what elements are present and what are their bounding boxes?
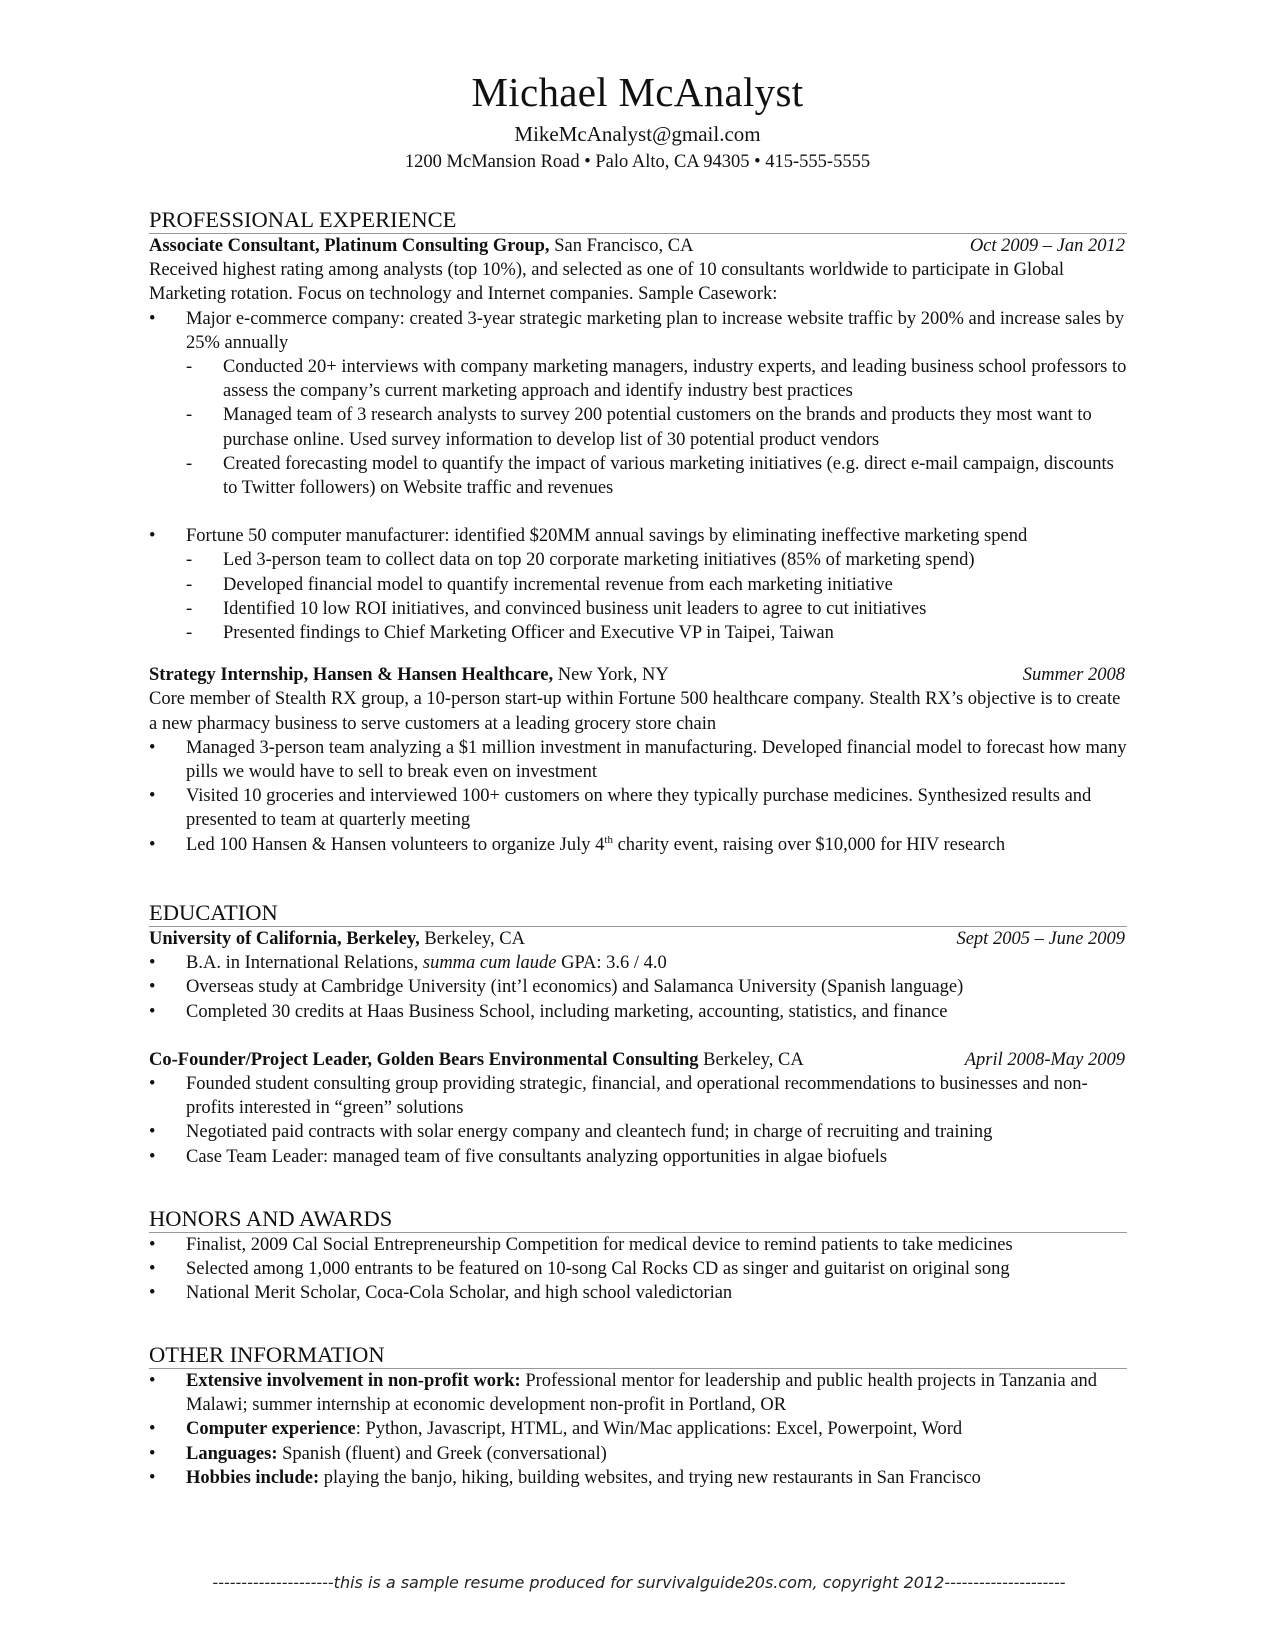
job-dates: Summer 2008 — [1022, 665, 1125, 686]
job-bullets — [149, 307, 1127, 501]
sub-list-item: - Presented findings to Chief Marketing Officer and Executive VP in Taipei, Taiwan — [149, 621, 1127, 645]
list-item: • Negotiated paid contracts with solar energy company and cleantech fund; in charge of recruiting and training — [149, 1120, 1127, 1144]
list-item: • Led 100 Hansen & Hansen volunteers to organize July 4th charity event, raising over $10,000 for HIV research — [149, 833, 1127, 857]
activity-dates: April 2008-May 2009 — [964, 1049, 1125, 1070]
job-header — [149, 663, 1127, 687]
list-item: • Finalist, 2009 Cal Social Entrepreneurship Competition for medical device to remind patients to take medicines — [149, 1233, 1127, 1257]
sub-list-item: - Led 3-person team to collect data on top 20 corporate marketing initiatives (85% of marketing spend) — [149, 548, 1127, 572]
candidate-email: MikeMcAnalyst@gmail.com — [514, 122, 761, 146]
job-header — [149, 234, 1127, 258]
job-summary: Received highest rating among analysts (top 10%), and selected as one of 10 consultants worldwide to participate in Global Marketing rotation. Focus on technology and Internet companies. Sample Casework: — [149, 260, 1064, 305]
list-item: • Extensive involvement in non-profit work: Professional mentor for leadership and public health projects in Tanzania and Malawi; summer internship at economic development non-profit in Portland, OR — [149, 1369, 1127, 1417]
footer-note: ---------------------this is a sample resume produced for survivalguide20s.com, copyright 2012--------------------- — [212, 1573, 1066, 1592]
list-item: • B.A. in International Relations, summa cum laude GPA: 3.6 / 4.0 — [149, 951, 1127, 975]
school-name: University of California, Berkeley, — [149, 929, 420, 949]
job-summary: Core member of Stealth RX group, a 10-person start-up within Fortune 500 healthcare company. Stealth RX’s objective is to create a new pharmacy business to serve customers at a leading grocery store chain — [149, 689, 1121, 734]
list-item: • Overseas study at Cambridge University (int’l economics) and Salamanca University (Spanish language) — [149, 975, 1127, 999]
job-location: San Francisco, CA — [549, 236, 694, 256]
section-heading-education: EDUCATION — [149, 900, 1127, 927]
sub-list-item: - Developed financial model to quantify incremental revenue from each marketing initiative — [149, 573, 1127, 597]
school-location: Berkeley, CA — [419, 929, 525, 949]
list-item: • Computer experience: Python, Javascript, HTML, and Win/Mac applications: Excel, Powerpoint, Word — [149, 1417, 1127, 1441]
list-item: • Visited 10 groceries and interviewed 100+ customers on where they typically purchase medicines. Synthesized results and presented to team at quarterly meeting — [149, 784, 1127, 832]
candidate-address: 1200 McMansion Road • Palo Alto, CA 94305 • 415-555-5555 — [404, 152, 871, 172]
sub-list-item: - Created forecasting model to quantify the impact of various marketing initiatives (e.g. direct e-mail campaign, discounts to Twitter followers) on Website traffic and revenues — [149, 452, 1127, 500]
candidate-name: Michael McAnalyst — [471, 69, 804, 115]
education-section — [149, 900, 1127, 1169]
section-heading-experience: PROFESSIONAL EXPERIENCE — [149, 207, 1127, 234]
list-item: • Selected among 1,000 entrants to be featured on 10-song Cal Rocks CD as singer and guitarist on original song — [149, 1257, 1127, 1281]
list-item: • Hobbies include: playing the banjo, hiking, building websites, and trying new restaurants in San Francisco — [149, 1466, 1127, 1490]
sub-list-item: - Managed team of 3 research analysts to survey 200 potential customers on the brands and products they most want to purchase online. Used survey information to develop list of 30 potential product vendors — [149, 403, 1127, 451]
activity-header — [149, 1048, 1127, 1072]
job-entry — [149, 663, 1127, 857]
list-item: • Founded student consulting group providing strategic, financial, and operational recommendations to businesses and non-profits interested in “green” solutions — [149, 1072, 1127, 1120]
experience-section — [149, 207, 1127, 857]
job-entry — [149, 234, 1127, 645]
section-heading-other: OTHER INFORMATION — [149, 1342, 1127, 1369]
school-bullets — [149, 951, 1127, 1024]
sub-list-item: - Conducted 20+ interviews with company marketing managers, industry experts, and leading business school professors to assess the company’s current marketing approach and identify industry best practices — [149, 355, 1127, 403]
list-item: • Completed 30 credits at Haas Business School, including marketing, accounting, statistics, and finance — [149, 1000, 1127, 1024]
list-item: • Fortune 50 computer manufacturer: identified $20MM annual savings by eliminating ineffective marketing spend — [149, 524, 1127, 548]
list-item: • Major e-commerce company: created 3-year strategic marketing plan to increase website traffic by 200% and increase sales by 25% annually — [149, 307, 1127, 355]
job-title-org: Strategy Internship, Hansen & Hansen Healthcare, — [149, 665, 554, 686]
school-header — [149, 927, 1127, 951]
job-bullets — [149, 524, 1127, 645]
job-dates: Oct 2009 – Jan 2012 — [969, 236, 1125, 256]
honors-section — [149, 1206, 1127, 1306]
other-bullets — [149, 1369, 1127, 1490]
list-item: • Case Team Leader: managed team of five consultants analyzing opportunities in algae biofuels — [149, 1145, 1127, 1169]
school-dates: Sept 2005 – June 2009 — [956, 929, 1125, 949]
other-info-section — [149, 1342, 1127, 1490]
list-item: • National Merit Scholar, Coca-Cola Scholar, and high school valedictorian — [149, 1281, 1127, 1305]
section-heading-honors: HONORS AND AWARDS — [149, 1206, 1127, 1233]
activity-location: Berkeley, CA — [698, 1049, 804, 1070]
honors-bullets — [149, 1233, 1127, 1306]
sub-list-item: - Identified 10 low ROI initiatives, and convinced business unit leaders to agree to cut initiatives — [149, 597, 1127, 621]
list-item: • Managed 3-person team analyzing a $1 million investment in manufacturing. Developed financial model to forecast how many pills we would have to sell to break even on investment — [149, 736, 1127, 784]
job-location: New York, NY — [553, 665, 669, 686]
job-bullets — [149, 736, 1127, 857]
activity-title-org: Co-Founder/Project Leader, Golden Bears Environmental Consulting — [149, 1049, 699, 1070]
job-title-org: Associate Consultant, Platinum Consulting Group, — [149, 236, 550, 256]
activity-bullets — [149, 1072, 1127, 1169]
list-item: • Languages: Spanish (fluent) and Greek (conversational) — [149, 1442, 1127, 1466]
